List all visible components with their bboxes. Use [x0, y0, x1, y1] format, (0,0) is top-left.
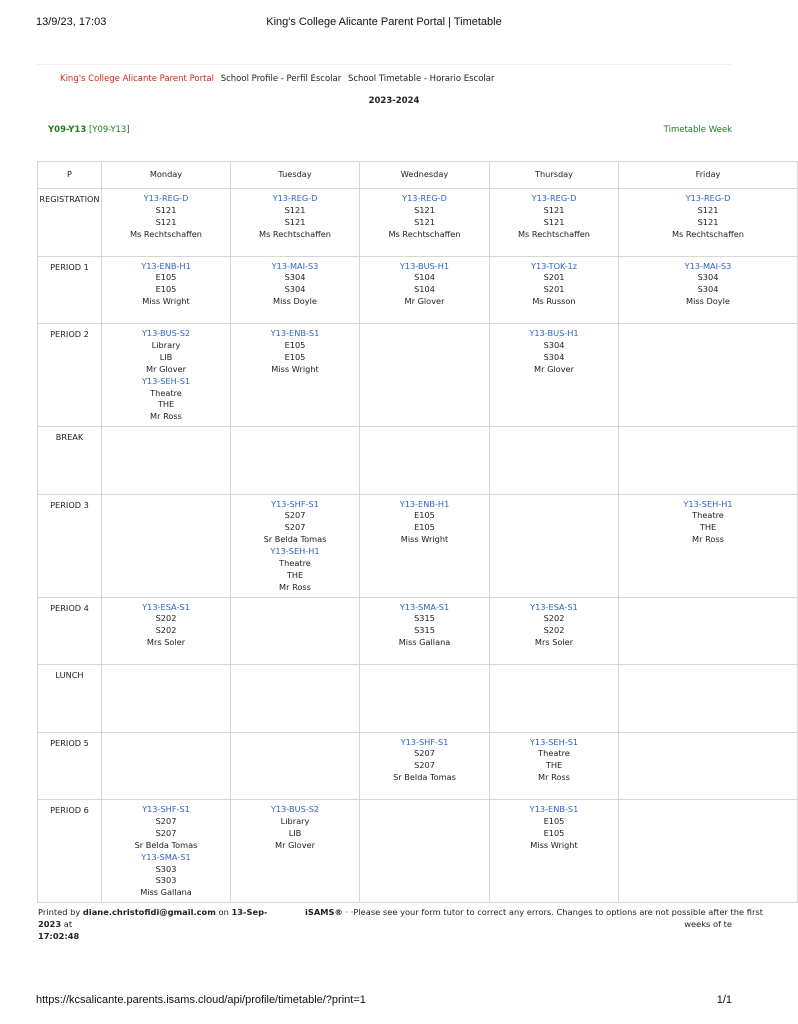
room-code: S207 [155, 827, 177, 838]
room-code: THE [545, 760, 563, 771]
lesson-code[interactable]: Y13-ENB-S1 [529, 804, 579, 814]
timetable-row [38, 665, 798, 733]
printed-by-prefix: Printed by [38, 907, 81, 917]
room-code: E105 [543, 827, 565, 838]
timetable-cell [360, 427, 490, 495]
academic-year: 2023-2024 [368, 96, 420, 106]
timetable-row [38, 427, 798, 495]
room-name: Theatre [150, 387, 182, 398]
teacher-name: Miss Wright [142, 296, 190, 307]
period-label: PERIOD 5 [38, 732, 102, 800]
timetable-cell [619, 427, 798, 495]
breadcrumb-brand-link[interactable]: King's College Alicante Parent Portal [60, 74, 215, 84]
teacher-name: Mr Ross [279, 581, 311, 592]
printed-by-email: diane.christofidi@gmail.com [82, 907, 216, 917]
room-code: S202 [543, 625, 565, 636]
period-label: PERIOD 1 [38, 256, 102, 324]
room-code: LIB [288, 827, 302, 838]
timetable-row [38, 800, 798, 903]
timetable-week-link[interactable]: Timetable Week [663, 125, 732, 135]
room-name: S202 [543, 613, 565, 624]
period-label: PERIOD 6 [38, 800, 102, 903]
lesson-code[interactable]: Y13-ENB-S1 [270, 328, 320, 338]
lesson-code[interactable]: Y13-BUS-S2 [270, 804, 320, 814]
lesson-code[interactable]: Y13-TOK-1z [530, 260, 578, 271]
timetable-row [38, 256, 798, 324]
teacher-name: Mr Glover [275, 839, 315, 850]
room-code: S202 [155, 625, 177, 636]
room-name: S201 [543, 272, 565, 283]
timetable-cell [360, 324, 490, 427]
day-header-friday: Friday [619, 162, 798, 189]
timetable-cell [619, 665, 798, 733]
print-date: 13/9/23, 17:03 [36, 16, 107, 28]
timetable-cell [360, 665, 490, 733]
room-name: Theatre [538, 748, 570, 759]
page-url: https://kcsalicante.parents.isams.cloud/api/profile/timetable/?print=1 [36, 994, 366, 1006]
lesson-code[interactable]: Y13-SHF-S1 [400, 736, 449, 747]
timetable-cell [490, 732, 619, 800]
room-name: S207 [414, 748, 435, 759]
room-code: E105 [284, 351, 306, 362]
teacher-name: Miss Wright [530, 839, 578, 850]
room-name: S303 [155, 863, 177, 874]
timetable-cell [102, 494, 231, 597]
lesson-code[interactable]: Y13-ENB-H1 [141, 260, 191, 271]
timetable-row [38, 732, 798, 800]
period-column-header: P [38, 162, 102, 189]
timetable-cell [490, 597, 619, 665]
period-label: PERIOD 4 [38, 597, 102, 665]
room-code: LIB [159, 351, 173, 362]
timetable-cell [619, 597, 798, 665]
room-name: Theatre [279, 558, 311, 569]
timetable-cell [360, 597, 490, 665]
timetable-cell [619, 189, 798, 257]
timetable-cell [619, 256, 798, 324]
timetable-cell [619, 732, 798, 800]
teacher-name: Sr Belda Tomas [134, 839, 198, 850]
room-name: S304 [543, 339, 565, 350]
teacher-name: Mrs Soler [146, 637, 186, 648]
teacher-name: Mr Glover [534, 363, 574, 374]
teacher-name: Ms Rechtschaffen [671, 228, 745, 239]
lesson-code[interactable]: Y13-REG-D [402, 193, 447, 203]
timetable-cell [619, 324, 798, 427]
group-label [48, 125, 130, 135]
timetable-cell [619, 494, 798, 597]
timetable-cell [231, 324, 360, 427]
lesson-code[interactable]: Y13-BUS-H1 [529, 328, 579, 338]
room-name: Library [151, 339, 181, 350]
room-code: S315 [414, 625, 435, 636]
lesson-code[interactable]: Y13-REG-D [531, 193, 577, 203]
room-name: Library [280, 815, 310, 826]
timetable [37, 161, 798, 903]
room-code: S104 [414, 284, 435, 295]
printed-time: 17:02:48 [38, 931, 80, 941]
room-code: S303 [155, 875, 177, 886]
room-name: E105 [543, 815, 565, 826]
teacher-name: Sr Belda Tomas [393, 772, 456, 783]
room-name: S121 [155, 204, 177, 215]
room-name: S304 [697, 272, 719, 283]
day-header-wednesday: Wednesday [360, 162, 490, 189]
room-name: S104 [414, 272, 435, 283]
teacher-name: Mr Ross [150, 411, 182, 422]
room-name: Theatre [692, 510, 724, 521]
timetable-cell [360, 189, 490, 257]
teacher-name: Miss Doyle [273, 296, 317, 307]
timetable-cell [231, 494, 360, 597]
teacher-name: Miss Wright [271, 363, 319, 374]
page-number: 1/1 [716, 994, 732, 1006]
room-code: S121 [284, 216, 306, 227]
period-label: LUNCH [38, 665, 102, 733]
lesson-code[interactable]: Y13-BUS-S2 [141, 328, 191, 338]
breadcrumb [60, 74, 494, 84]
room-name: S121 [697, 204, 719, 215]
timetable-cell [360, 494, 490, 597]
footer-notice-text: · ·Please see your form tutor to correct any errors. Changes to options are not possible after the first [345, 907, 763, 917]
timetable-cell [231, 189, 360, 257]
timetable-container [37, 161, 745, 901]
teacher-name: Ms Rechtschaffen [517, 228, 591, 239]
teacher-name: Ms Rechtschaffen [129, 228, 203, 239]
timetable-cell [102, 427, 231, 495]
timetable-cell [360, 732, 490, 800]
timetable-row [38, 494, 798, 597]
timetable-cell [102, 256, 231, 324]
room-code: S207 [414, 760, 435, 771]
timetable-cell [102, 800, 231, 903]
timetable-row [38, 324, 798, 427]
day-header-monday: Monday [102, 162, 231, 189]
room-name: S202 [155, 613, 177, 624]
print-header [0, 0, 768, 40]
lesson-code[interactable]: Y13-SMA-S1 [141, 851, 191, 862]
timetable-cell [102, 189, 231, 257]
lesson-code[interactable]: Y13-BUS-H1 [399, 260, 450, 271]
room-name: E105 [155, 272, 177, 283]
lesson-code[interactable]: Y13-REG-D [685, 193, 731, 203]
lesson-code[interactable]: Y13-ENB-H1 [399, 498, 450, 509]
room-name: S304 [284, 272, 306, 283]
room-code: THE [286, 569, 304, 580]
timetable-row [38, 189, 798, 257]
page-footer [36, 994, 732, 1008]
room-name: S207 [284, 510, 306, 521]
timetable-cell [360, 800, 490, 903]
timetable-cell [231, 732, 360, 800]
lesson-code[interactable]: Y13-SHF-S1 [271, 498, 319, 509]
room-code: THE [157, 399, 175, 410]
timetable-cell [231, 665, 360, 733]
timetable-cell [102, 732, 231, 800]
breadcrumb-school-timetable[interactable]: School Timetable - Horario Escolar [347, 74, 495, 84]
period-label: PERIOD 3 [38, 494, 102, 597]
teacher-name: Ms Rechtschaffen [258, 228, 332, 239]
teacher-name: Mr Ross [692, 534, 724, 545]
room-name: E105 [284, 339, 306, 350]
teacher-name: Miss Doyle [686, 296, 730, 307]
room-name: S315 [414, 613, 435, 624]
timetable-cell [490, 665, 619, 733]
room-code: S304 [697, 284, 719, 295]
room-code: S304 [543, 351, 565, 362]
room-code: S207 [284, 522, 306, 533]
timetable-cell [490, 494, 619, 597]
timetable-cell [490, 189, 619, 257]
printed-date: 13-Sep-2023 [38, 907, 268, 929]
timetable-cell [102, 665, 231, 733]
room-code: S121 [414, 216, 435, 227]
room-code: S121 [155, 216, 177, 227]
room-code: E105 [155, 284, 177, 295]
room-code: THE [699, 522, 717, 533]
timetable-cell [360, 256, 490, 324]
lesson-code[interactable]: Y13-REG-D [272, 193, 318, 203]
teacher-name: Mrs Soler [534, 637, 574, 648]
period-label: REGISTRATION [38, 189, 102, 257]
room-name: S121 [543, 204, 565, 215]
room-code: E105 [414, 522, 435, 533]
teacher-name: Ms Rechtschaffen [388, 228, 461, 239]
room-code: S304 [284, 284, 306, 295]
timetable-cell [231, 256, 360, 324]
timetable-header-row [38, 162, 798, 189]
teacher-name: Mr Glover [404, 296, 445, 307]
room-code: S121 [543, 216, 565, 227]
breadcrumb-school-profile[interactable]: School Profile - Perfil Escolar [220, 74, 342, 84]
teacher-name: Miss Wright [400, 534, 449, 545]
teacher-name: Mr Ross [538, 772, 570, 783]
timetable-cell [231, 800, 360, 903]
lesson-code[interactable]: Y13-SEH-H1 [270, 546, 320, 557]
lesson-code[interactable]: Y13-MAI-S3 [684, 260, 732, 271]
lesson-code[interactable]: Y13-SEH-S1 [141, 375, 191, 386]
day-header-thursday: Thursday [490, 162, 619, 189]
footer-notice-line2: weeks of te [684, 919, 732, 929]
teacher-name: Sr Belda Tomas [263, 534, 327, 545]
timetable-cell [102, 324, 231, 427]
teacher-name: Ms Russon [532, 296, 576, 307]
lesson-code[interactable]: Y13-SEH-H1 [683, 498, 733, 509]
timetable-cell [102, 597, 231, 665]
isams-brand: iSAMS® [305, 907, 343, 917]
lesson-code[interactable]: Y13-REG-D [143, 193, 189, 203]
room-name: E105 [414, 510, 435, 521]
day-header-tuesday: Tuesday [231, 162, 360, 189]
room-code: S121 [697, 216, 719, 227]
period-label: PERIOD 2 [38, 324, 102, 427]
timetable-cell [231, 427, 360, 495]
timetable-cell [490, 256, 619, 324]
printed-by-on: on [218, 907, 229, 917]
header-divider [36, 64, 732, 65]
room-name: S207 [155, 815, 177, 826]
printed-by [38, 906, 288, 942]
printed-by-at: at [63, 919, 73, 929]
teacher-name: Mr Glover [146, 363, 186, 374]
teacher-name: Miss Gallana [140, 887, 192, 898]
timetable-row [38, 597, 798, 665]
timetable-cell [619, 800, 798, 903]
lesson-code[interactable]: Y13-ESA-S1 [142, 601, 190, 612]
group-detail: [Y09-Y13] [88, 125, 130, 135]
timetable-cell [490, 427, 619, 495]
period-label: BREAK [38, 427, 102, 495]
timetable-cell [490, 324, 619, 427]
room-name: S121 [284, 204, 306, 215]
timetable-cell [231, 597, 360, 665]
lesson-code[interactable]: Y13-ESA-S1 [530, 601, 578, 612]
footer-notice [305, 906, 763, 930]
timetable-cell [490, 800, 619, 903]
lesson-code[interactable]: Y13-SEH-S1 [529, 736, 579, 747]
print-title: King's College Alicante Parent Portal | Timetable [266, 16, 502, 28]
lesson-code[interactable]: Y13-MAI-S3 [271, 260, 319, 271]
room-code: S201 [543, 284, 565, 295]
group-code: Y09-Y13 [48, 125, 87, 135]
lesson-code[interactable]: Y13-SHF-S1 [142, 804, 190, 814]
room-name: S121 [414, 204, 435, 215]
teacher-name: Miss Gallana [398, 637, 451, 648]
lesson-code[interactable]: Y13-SMA-S1 [399, 601, 450, 612]
